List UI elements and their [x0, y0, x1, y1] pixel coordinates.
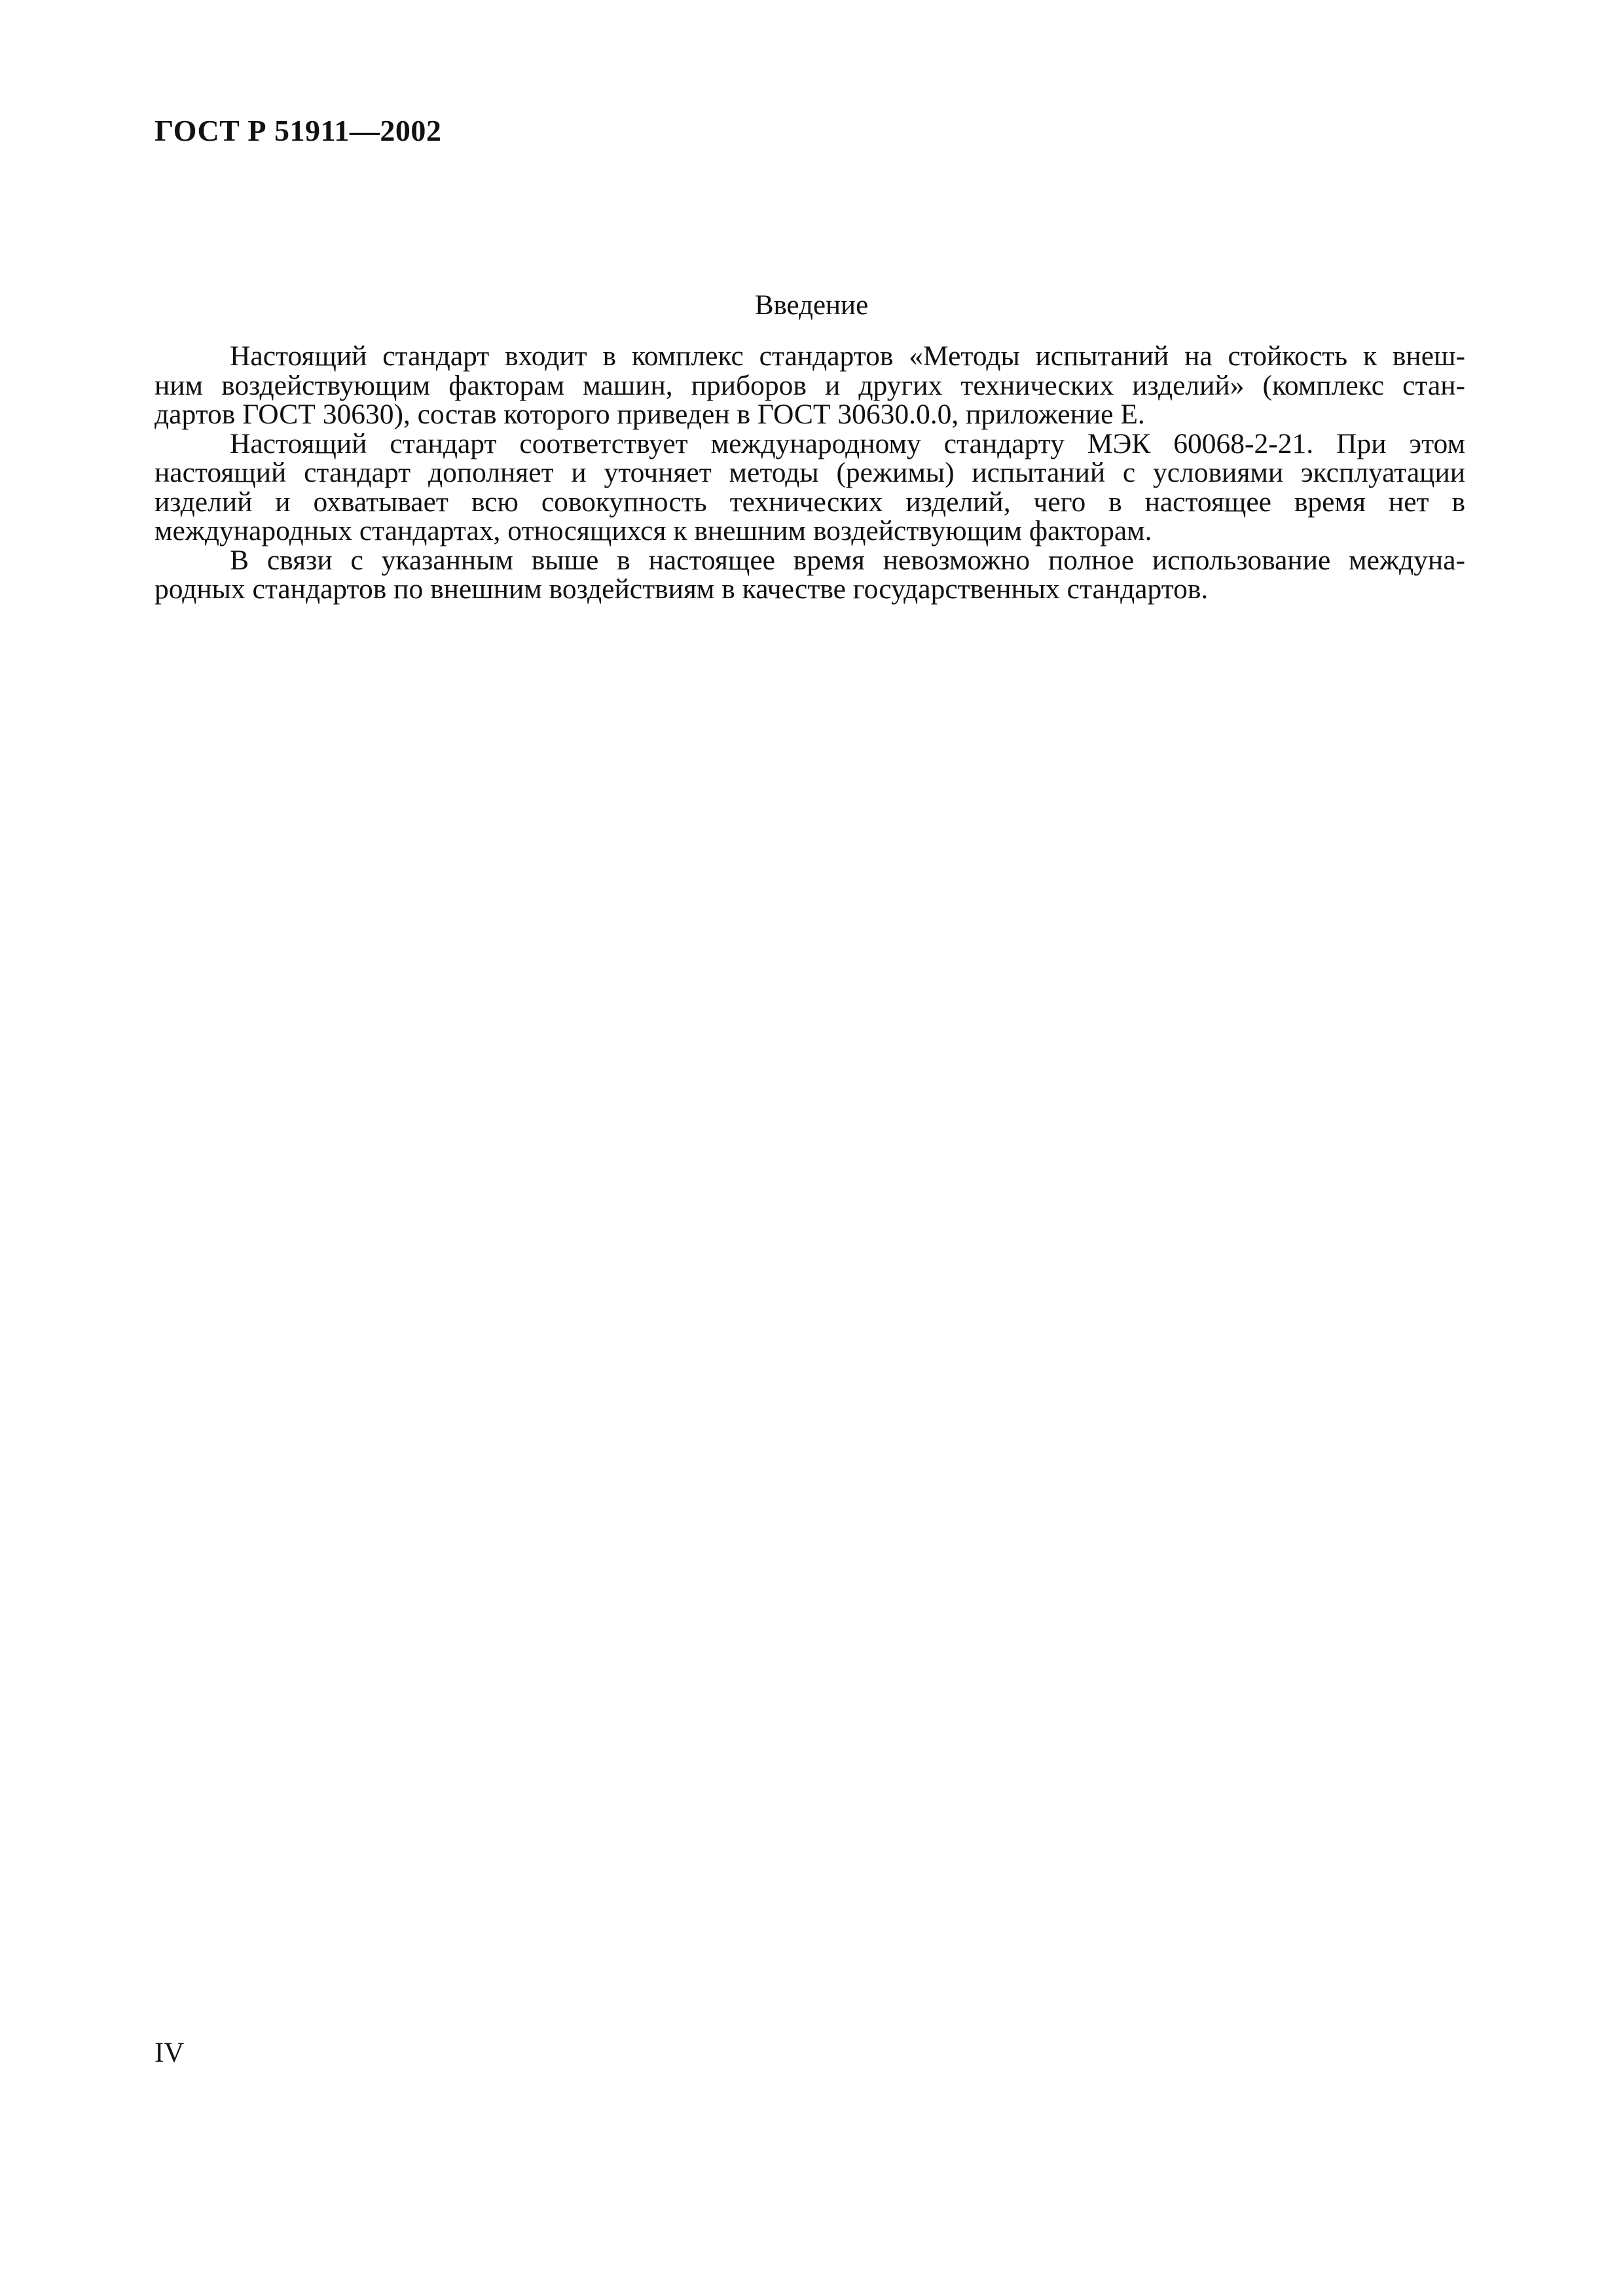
- text-line: настоящий стандарт дополняет и уточняет методы (режимы) испытаний с условиями эксплуатации: [155, 457, 1465, 488]
- document-id-header: ГОСТ Р 51911—2002: [155, 114, 442, 147]
- paragraph-3: [155, 546, 1465, 604]
- text-line: международных стандартах, относящихся к внешним воздействующим факторам.: [155, 515, 1152, 547]
- section-title: Введение: [754, 290, 869, 321]
- text-line: изделий и охватывает всю совокупность технических изделий, чего в настоящее время нет в: [155, 486, 1465, 518]
- introduction-body: [155, 342, 1465, 604]
- paragraph-2: [155, 429, 1465, 546]
- text-line: ним воздействующим факторам машин, приборов и других технических изделий» (комплекс стан-: [155, 369, 1465, 401]
- text-line: Настоящий стандарт соответствует международному стандарту МЭК 60068-2-21. При этом: [230, 427, 1465, 459]
- paragraph-1: [155, 342, 1465, 429]
- page-number: IV: [155, 2037, 185, 2068]
- text-line: родных стандартов по внешним воздействиям в качестве государственных стандартов.: [155, 573, 1209, 605]
- text-line: Настоящий стандарт входит в комплекс стандартов «Методы испытаний на стойкость к внеш-: [230, 340, 1465, 372]
- text-line: В связи с указанным выше в настоящее время невозможно полное использование междуна-: [230, 544, 1465, 576]
- text-line: дартов ГОСТ 30630), состав которого приведен в ГОСТ 30630.0.0, приложение Е.: [155, 399, 1145, 430]
